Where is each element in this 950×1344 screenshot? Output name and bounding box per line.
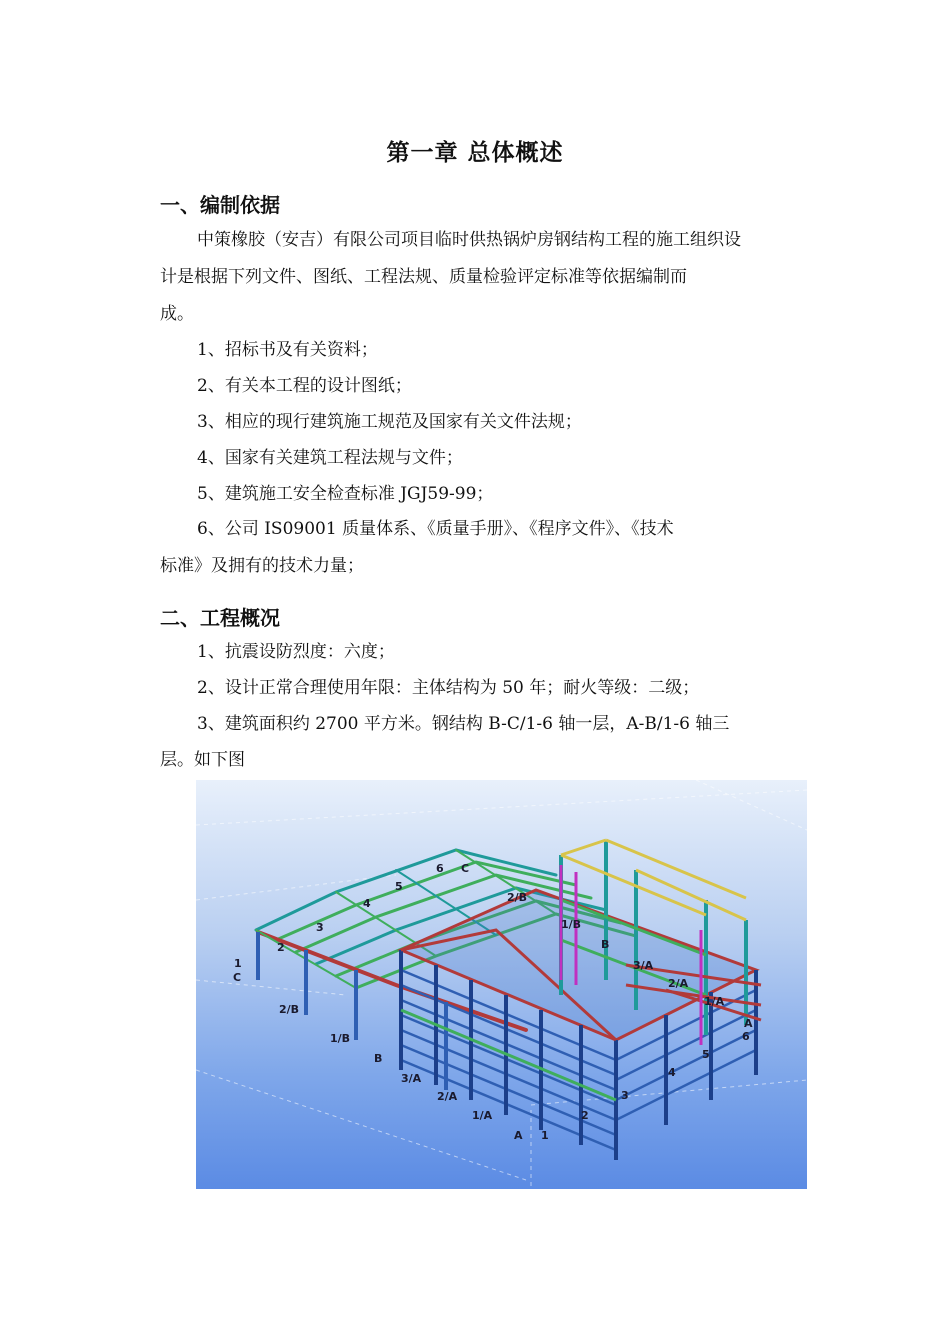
axis-label: 2/B bbox=[507, 891, 528, 904]
chapter-title: 第一章 总体概述 bbox=[386, 140, 564, 166]
axis-label: 5 bbox=[702, 1048, 710, 1061]
list-item: 3、相应的现行建筑施工规范及国家有关文件法规； bbox=[197, 412, 582, 432]
paragraph-line: 中策橡胶（安吉）有限公司项目临时供热锅炉房钢结构工程的施工组织设 bbox=[197, 230, 741, 250]
list-item: 3、建筑面积约 2700 平方米。钢结构 B-C/1-6 轴一层，A-B/1-6 轴三 bbox=[197, 714, 730, 734]
axis-label: 1/B bbox=[561, 918, 582, 931]
list-item: 标准》及拥有的技术力量； bbox=[160, 556, 364, 576]
axis-label: 2 bbox=[581, 1109, 589, 1122]
axis-label: A bbox=[514, 1129, 523, 1142]
axis-label: 2/A bbox=[668, 977, 689, 990]
axis-label: 4 bbox=[363, 897, 371, 910]
axis-label: 3 bbox=[621, 1089, 629, 1102]
axis-label: 3 bbox=[316, 921, 324, 934]
axis-label: 3/A bbox=[401, 1072, 422, 1085]
axis-label: 2 bbox=[277, 941, 285, 954]
axis-label: 1/A bbox=[704, 995, 725, 1008]
list-item: 4、国家有关建筑工程法规与文件； bbox=[197, 448, 463, 468]
list-item: 2、设计正常合理使用年限：主体结构为 50 年；耐火等级：二级； bbox=[197, 678, 700, 698]
list-item: 2、有关本工程的设计图纸； bbox=[197, 376, 412, 396]
axis-label: 1 bbox=[541, 1129, 549, 1142]
list-item: 层。如下图 bbox=[160, 750, 245, 770]
axis-label: 6 bbox=[436, 862, 444, 875]
axis-label: 6 bbox=[742, 1030, 750, 1043]
axis-label: C bbox=[233, 971, 242, 984]
axis-label: 5 bbox=[395, 880, 403, 893]
axis-label: 1 bbox=[234, 957, 242, 970]
axis-label: B bbox=[374, 1052, 383, 1065]
steel-structure-3d-figure bbox=[196, 780, 807, 1189]
axis-label: A bbox=[744, 1017, 753, 1030]
list-item: 5、建筑施工安全检查标准 JGJ59-99； bbox=[197, 484, 494, 504]
section-heading-overview: 二、工程概况 bbox=[160, 606, 280, 630]
steel-frame-drawing bbox=[196, 780, 807, 1189]
list-item: 1、抗震设防烈度：六度； bbox=[197, 642, 395, 662]
axis-label: B bbox=[601, 938, 610, 951]
list-item: 1、招标书及有关资料； bbox=[197, 340, 378, 360]
section-heading-basis: 一、编制依据 bbox=[160, 193, 280, 217]
axis-label: 2/B bbox=[279, 1003, 300, 1016]
list-item: 6、公司 IS09001 质量体系、《质量手册》、《程序文件》、《技术 bbox=[197, 519, 674, 539]
axis-label: 2/A bbox=[437, 1090, 458, 1103]
axis-label: C bbox=[461, 862, 470, 875]
axis-label: 4 bbox=[668, 1066, 676, 1079]
axis-label: 3/A bbox=[633, 959, 654, 972]
paragraph-line: 计是根据下列文件、图纸、工程法规、质量检验评定标准等依据编制而 bbox=[160, 267, 687, 287]
paragraph-line: 成。 bbox=[160, 304, 194, 324]
axis-label: 1/B bbox=[330, 1032, 351, 1045]
axis-label: 1/A bbox=[472, 1109, 493, 1122]
